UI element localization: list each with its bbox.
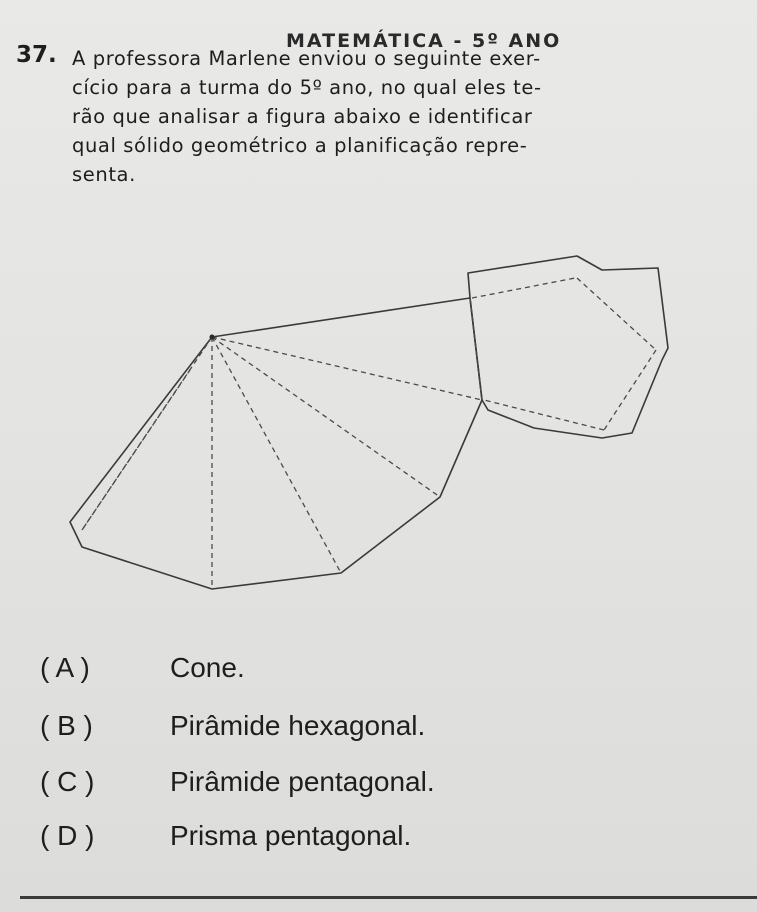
flap-fold-2 [577, 278, 656, 350]
stem-line-4: qual sólido geométrico a planificação repre- [72, 134, 528, 157]
page-header: MATEMÁTICA - 5º ANO [286, 30, 562, 52]
option-a-text: Cone. [170, 652, 245, 683]
option-c[interactable] [40, 766, 435, 798]
option-d-text: Prisma pentagonal. [170, 820, 412, 851]
apex-point [210, 335, 215, 340]
option-c-letter: ( C ) [40, 766, 95, 797]
option-b-text: Pirâmide hexagonal. [170, 710, 426, 741]
fold-line-1 [82, 337, 212, 530]
fold-line-5 [212, 337, 482, 400]
option-c-text: Pirâmide pentagonal. [170, 766, 435, 797]
stem-line-2: cício para a turma do 5º ano, no qual eles te- [72, 76, 542, 99]
option-a-letter: ( A ) [40, 652, 90, 683]
stem-line-5: senta. [72, 163, 136, 186]
fold-line-4 [212, 337, 440, 497]
flap-fold-1 [472, 278, 575, 298]
flap-fold-3 [604, 350, 656, 430]
question-number: 37. [16, 42, 57, 68]
stem-line-1: A professora Marlene enviou o seguinte exer- [72, 47, 541, 70]
net-outline [70, 298, 482, 589]
bottom-divider [20, 896, 757, 899]
option-d[interactable] [40, 820, 411, 852]
option-d-letter: ( D ) [40, 820, 95, 851]
option-b-letter: ( B ) [40, 710, 93, 741]
fold-line-3 [212, 337, 341, 573]
pentagon-outline [468, 256, 668, 438]
option-b[interactable] [40, 710, 425, 742]
question-stem [72, 44, 672, 189]
option-a[interactable] [40, 652, 245, 684]
stem-line-3: rão que analisar a figura abaixo e identificar [72, 105, 533, 128]
pyramid-net-figure [0, 240, 757, 600]
